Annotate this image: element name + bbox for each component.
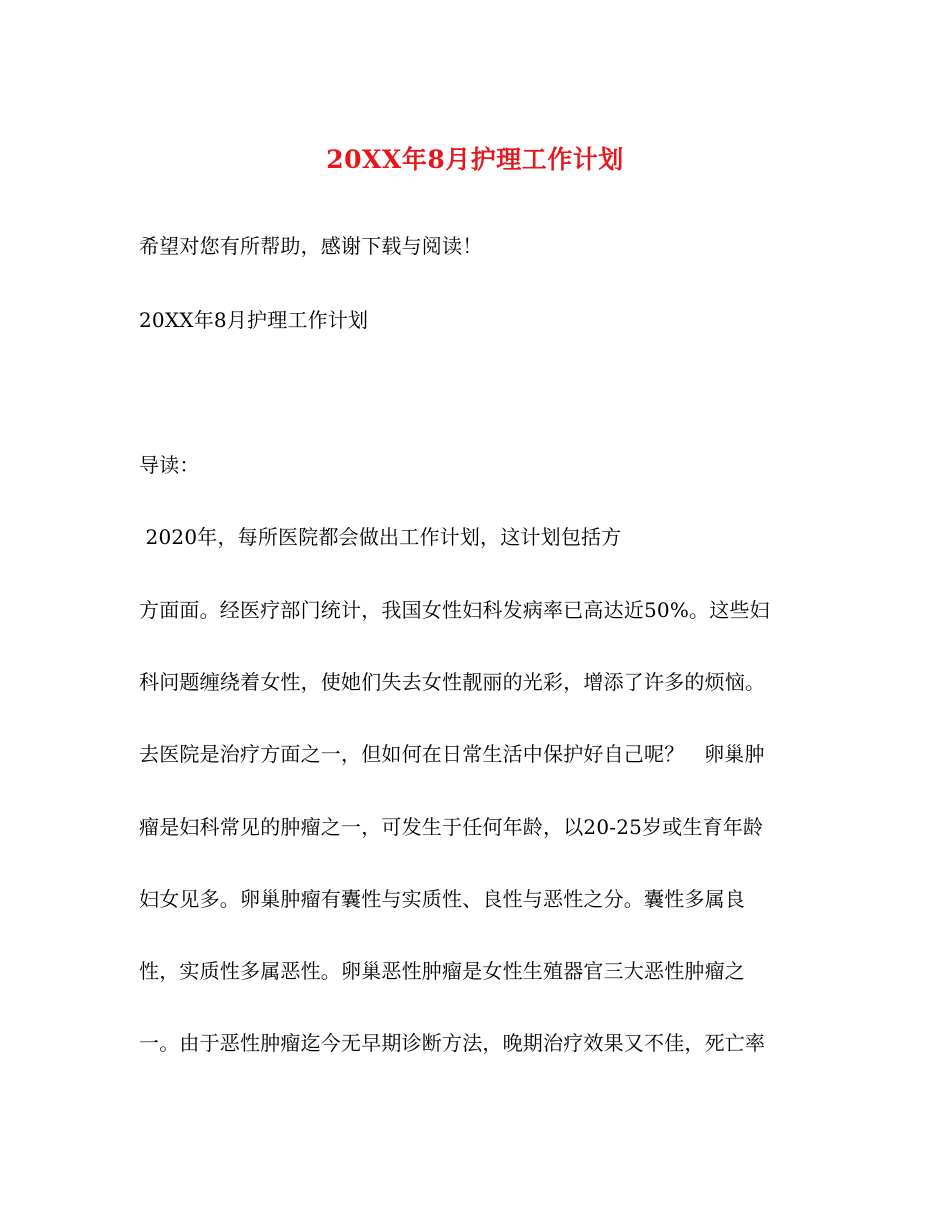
document-title: 20XX年8月护理工作计划 [326, 145, 624, 174]
greeting-text: 希望对您有所帮助，感谢下载与阅读！ [139, 234, 483, 258]
body-line: 科问题缠绕着女性，使她们失去女性靓丽的光彩，增添了许多的烦恼。 [139, 670, 766, 694]
body-line: 性，实质性多属恶性。卵巢恶性肿瘤是女性生殖器官三大恶性肿瘤之 [139, 959, 745, 983]
body-line: 去医院是治疗方面之一，但如何在日常生活中保护好自己呢？ 卵巢肿 [139, 742, 765, 766]
body-line: 方面面。经医疗部门统计，我国女性妇科发病率已高达近50%。这些妇 [139, 598, 770, 622]
body-line: 2020年，每所医院都会做出工作计划，这计划包括方 [139, 525, 622, 549]
body-line: 瘤是妇科常见的肿瘤之一，可发生于任何年龄，以20-25岁或生育年龄 [139, 815, 764, 839]
subtitle-text: 20XX年8月护理工作计划 [139, 308, 369, 332]
intro-label: 导读： [139, 453, 200, 477]
body-line: 妇女见多。卵巢肿瘤有囊性与实质性、良性与恶性之分。囊性多属良 [139, 887, 745, 911]
body-line: 一。由于恶性肿瘤迄今无早期诊断方法，晚期治疗效果又不佳，死亡率 [139, 1031, 766, 1055]
